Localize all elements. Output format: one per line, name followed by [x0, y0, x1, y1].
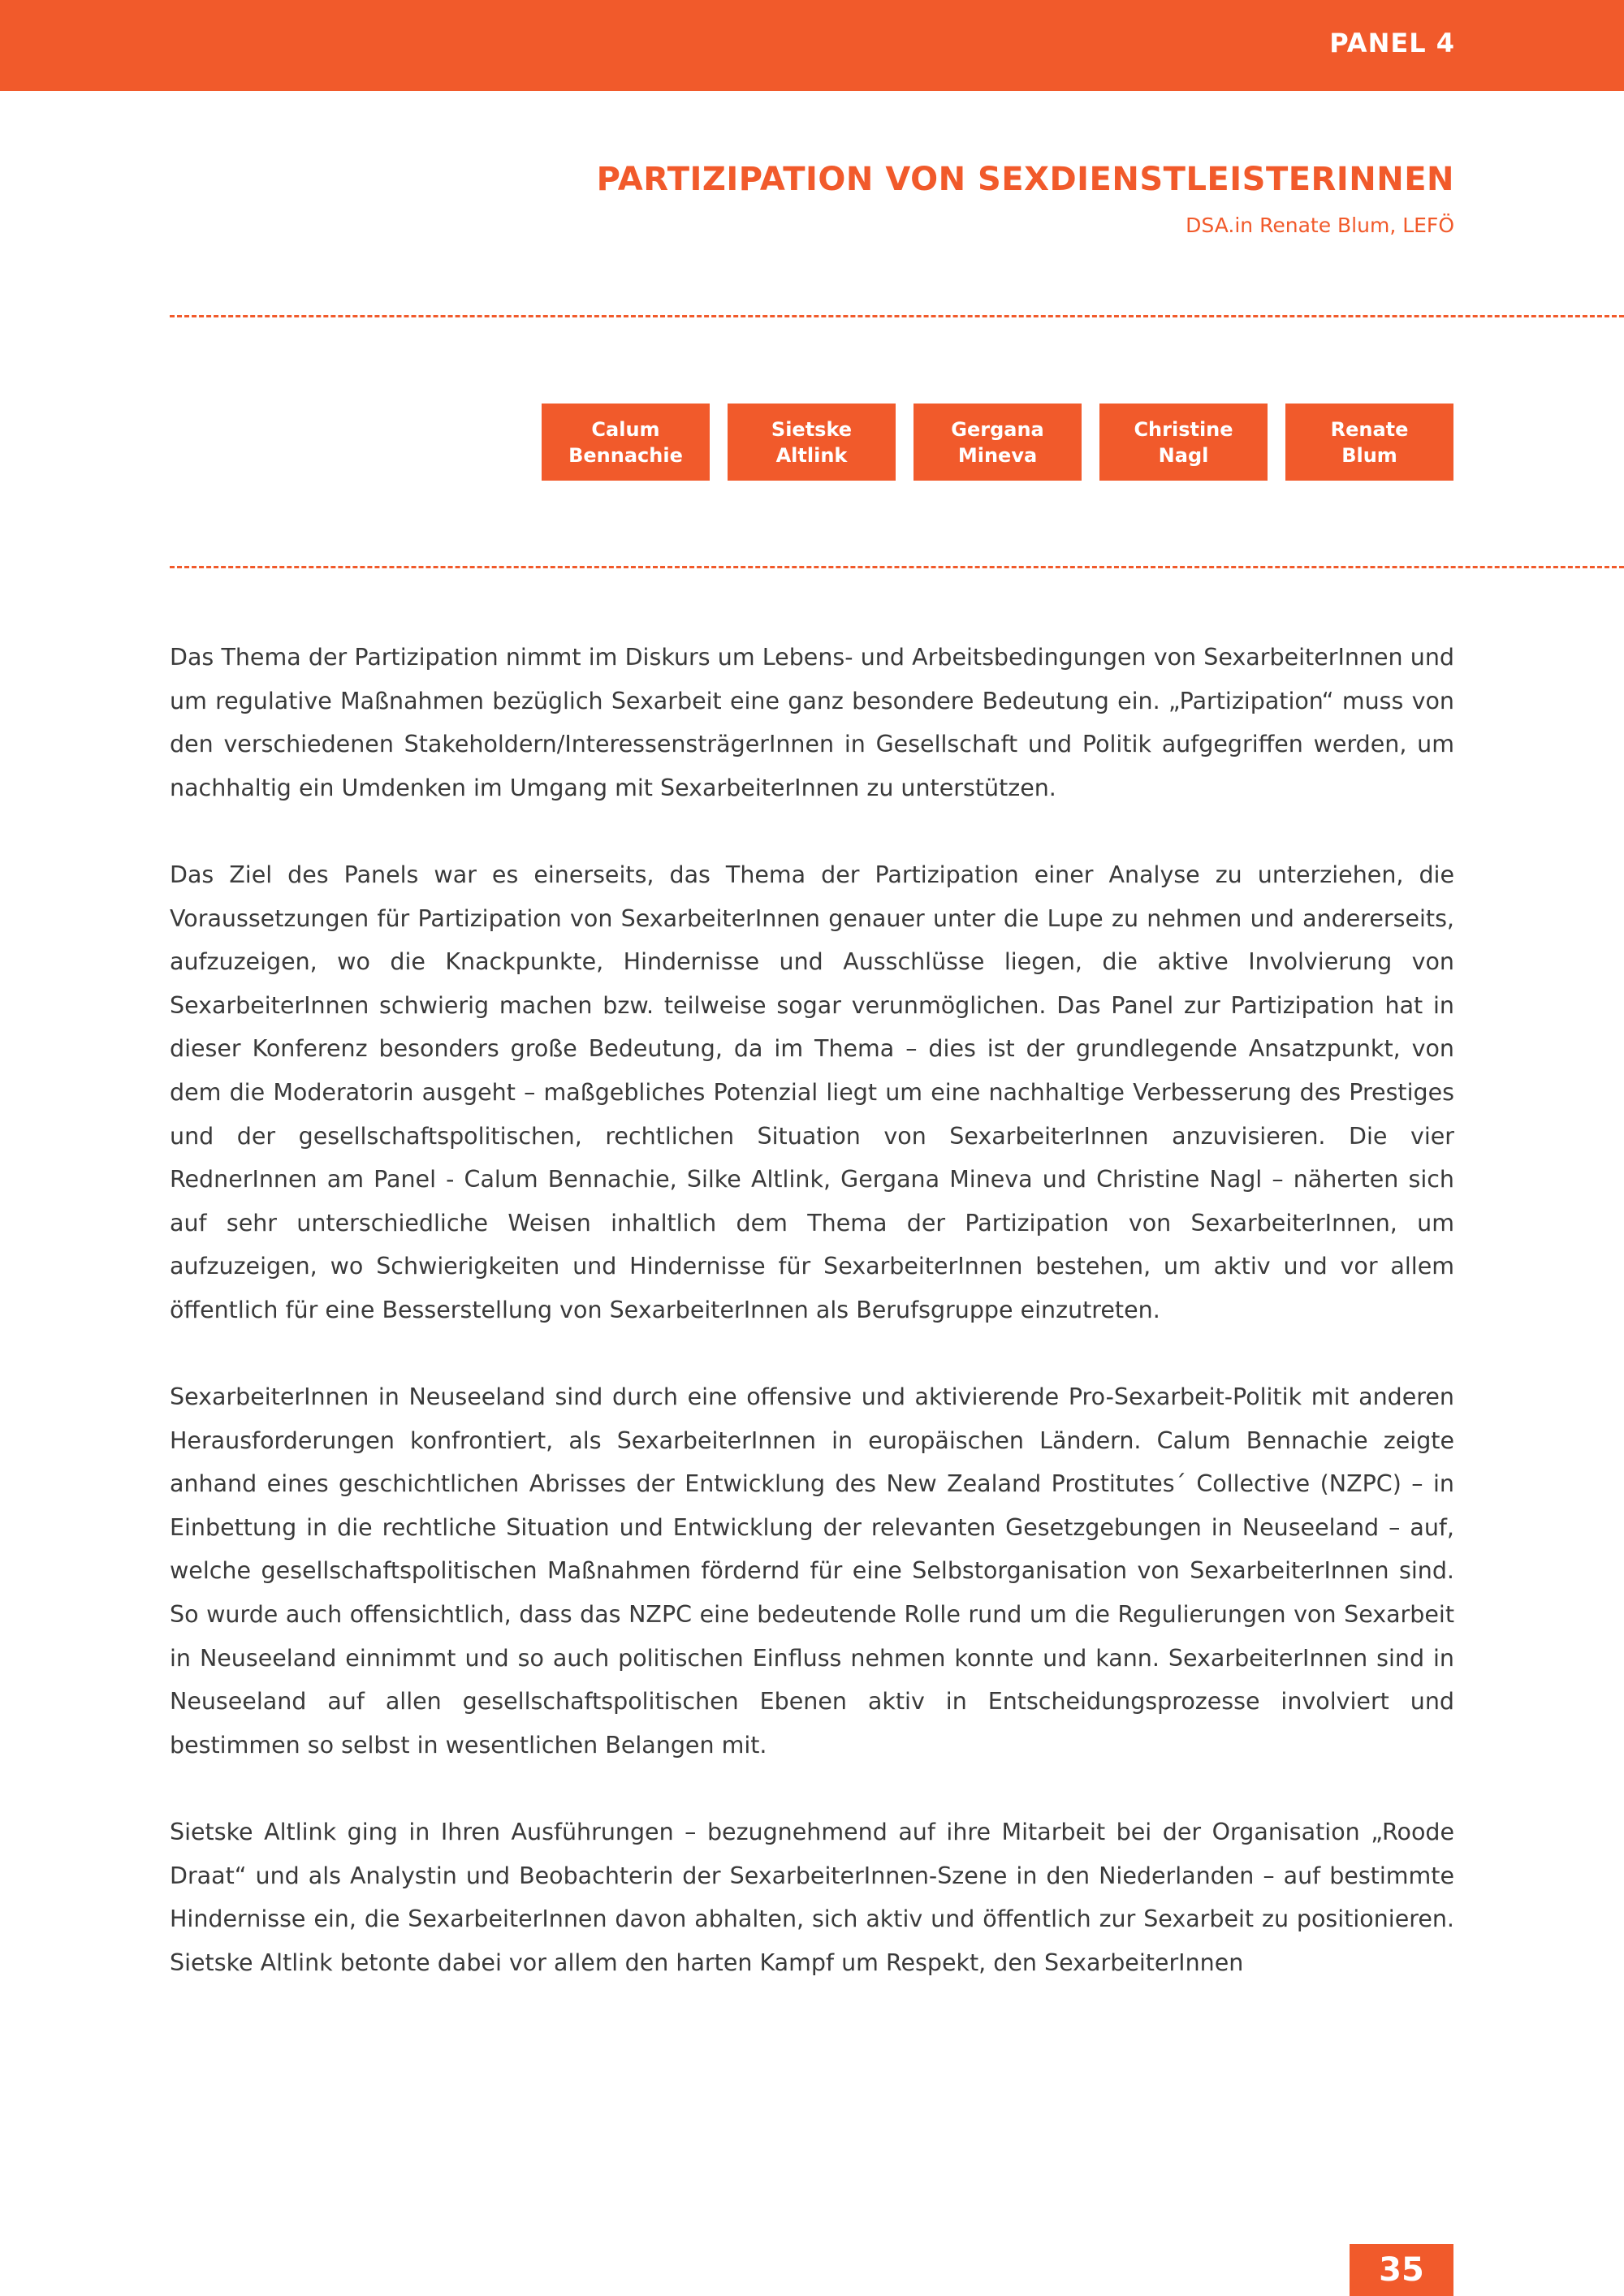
- paragraph: Das Ziel des Panels war es einerseits, das Thema der Partizipation einer Analyse zu unterziehen, die Voraussetzungen für Partizipation von SexarbeiterInnen genauer unter die Lupe zu nehmen und andererseits, aufzuzeigen, wo die Knackpunkte, Hindernisse und Ausschlüsse liegen, die aktive Involvierung von SexarbeiterInnen schwierig machen bzw. teilweise sogar verunmöglichen. Das Panel zur Partizipation hat in dieser Konferenz besonders große Bedeutung, da im Thema – dies ist der grundlegende Ansatzpunkt, von dem die Moderatorin ausgeht – maßgebliches Potenzial liegt um eine nachhaltige Verbesserung des Prestiges und der gesellschaftspolitischen, rechtlichen Situation von SexarbeiterInnen anzuvisieren. Die vier RednerInnen am Panel - Calum Bennachie, Silke Altlink, Gergana Mineva und Christine Nagl – näherten sich auf sehr unterschiedliche Weisen inhaltlich dem Thema der Partizipation von SexarbeiterInnen, um aufzuzeigen, wo Schwierigkeiten und Hindernisse für SexarbeiterInnen bestehen, um aktiv und vor allem öffentlich für eine Besserstellung von SexarbeiterInnen als Berufsgruppe einzutreten.: [170, 861, 1454, 1323]
- paragraph: SexarbeiterInnen in Neuseeland sind durch eine offensive und aktivierende Pro-Sexarbeit-Politik mit anderen Herausforderungen konfrontiert, als SexarbeiterInnen in europäischen Ländern. Calum Bennachie zeigte anhand eines geschichtlichen Abrisses der Entwicklung des New Zealand Prostitutes´ Collective (NZPC) – in Einbettung in die rechtliche Situation und Entwicklung der relevanten Gesetzgebungen in Neuseeland – auf, welche gesellschaftspolitischen Maßnahmen fördernd für eine Selbstorganisation von SexarbeiterInnen sind. So wurde auch offensichtlich, dass das NZPC eine bedeutende Rolle rund um die Regulierungen von Sexarbeit in Neuseeland einnimmt und so auch politischen Einfluss nehmen konnte und kann. SexarbeiterInnen sind in Neuseeland auf allen gesellschaftspolitischen Ebenen aktiv in Entscheidungsprozesse involviert und bestimmen so selbst in wesentlichen Belangen mit.: [170, 1383, 1454, 1759]
- page-title: PARTIZIPATION VON SEXDIENSTLEISTERINNEN: [596, 161, 1454, 198]
- speaker-box: [914, 404, 1082, 481]
- speaker-name: Gergana Mineva: [951, 417, 1044, 467]
- dashed-divider-top: [170, 315, 1624, 317]
- paragraph: Sietske Altlink ging in Ihren Ausführungen – bezugnehmend auf ihre Mitarbeit bei der Organisation „Roode Draat“ und als Analystin und Beobachterin der SexarbeiterInnen-Szene in den Niederlanden – auf bestimmte Hindernisse ein, die SexarbeiterInnen davon abhalten, sich aktiv und öffentlich zur Sexarbeit zu positionieren. Sietske Altlink betonte dabei vor allem den harten Kampf um Respekt, den SexarbeiterInnen: [170, 1819, 1454, 1976]
- speaker-name: Calum Bennachie: [568, 417, 683, 467]
- dashed-divider-bottom: [170, 566, 1624, 568]
- page-subtitle: DSA.in Renate Blum, LEFÖ: [1186, 214, 1454, 237]
- speaker-list: [542, 404, 1453, 481]
- speaker-box: [542, 404, 710, 481]
- speaker-name: Sietske Altlink: [771, 417, 853, 467]
- speaker-box: [1099, 404, 1268, 481]
- paragraph: Das Thema der Partizipation nimmt im Diskurs um Lebens- und Arbeitsbedingungen von SexarbeiterInnen und um regulative Maßnahmen bezüglich Sexarbeit eine ganz besondere Bedeutung ein. „Partizipation“ muss von den verschiedenen Stakeholdern/InteressensträgerInnen in Gesellschaft und Politik aufgegriffen werden, um nachhaltig ein Umdenken im Umgang mit SexarbeiterInnen zu unterstützen.: [170, 644, 1454, 801]
- page-number: 35: [1350, 2244, 1453, 2296]
- speaker-box: [728, 404, 896, 481]
- speaker-name: Renate Blum: [1330, 417, 1409, 467]
- speaker-name: Christine Nagl: [1134, 417, 1233, 467]
- speaker-box: [1285, 404, 1453, 481]
- body-text: [170, 636, 1454, 2028]
- panel-label: PANEL 4: [1329, 28, 1455, 58]
